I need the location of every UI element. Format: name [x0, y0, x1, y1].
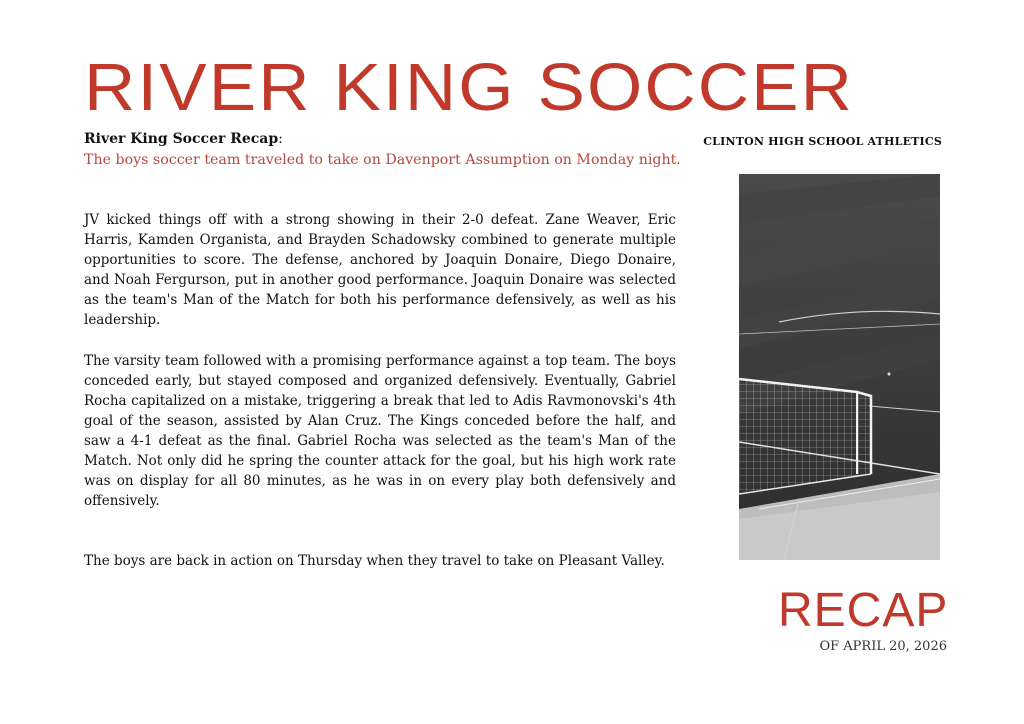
- recap-heading: RECAP: [778, 584, 949, 637]
- recap-label-line: [84, 131, 283, 147]
- page-title: RIVER KING SOCCER: [84, 50, 855, 125]
- school-name: CLINTON HIGH SCHOOL ATHLETICS: [703, 135, 942, 148]
- soccer-goal-photo: [739, 174, 940, 560]
- paragraph-jv: JV kicked things off with a strong showing in their 2-0 defeat. Zane Weaver, Eric Harris, Kamden Organista, and Brayden Schadowsky combined to generate multiple opportunities to score. The defense, anchored by Joaquin Donaire, Diego Donaire, and Noah Fergurson, put in another good performance. Joaquin Donaire was selected as the team's Man of the Match for both his performance defensively, as well as his leadership.: [84, 212, 676, 329]
- intro-summary: The boys soccer team traveled to take on Davenport Assumption on Monday night.: [84, 152, 681, 168]
- recap-label-colon: :: [278, 131, 283, 147]
- paragraph-varsity: The varsity team followed with a promising performance against a top team. The boys conceded early, but stayed composed and organized defensively. Eventually, Gabriel Rocha capitalized on a mistake, triggering a break that led to Adis Ravmonovski's 4th goal of the season, assisted by Alan Cruz. The Kings conceded before the half, and saw a 4-1 defeat as the final. Gabriel Rocha was selected as the team's Man of the Match. Not only did he spring the counter attack for the goal, but his high work rate was on display for all 80 minutes, as he was in on every play both defensively and offensively.: [84, 352, 676, 510]
- article-body: [84, 210, 676, 571]
- recap-date: OF APRIL 20, 2026: [819, 639, 947, 654]
- recap-label: River King Soccer Recap: [84, 131, 279, 147]
- paragraph-next-game: The boys are back in action on Thursday when they travel to take on Pleasant Valley.: [84, 553, 665, 570]
